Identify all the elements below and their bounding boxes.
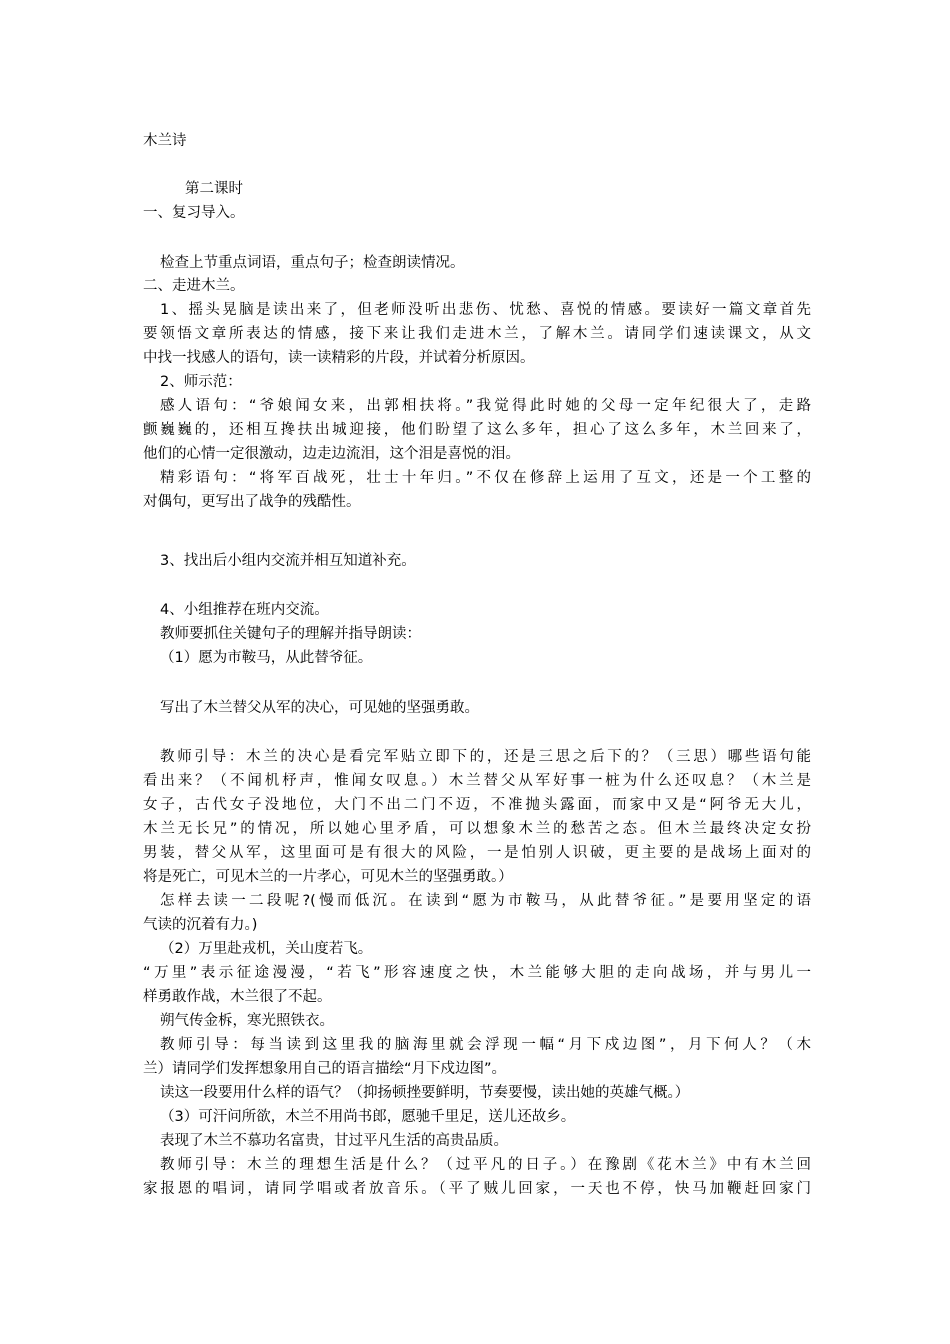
section-heading: 二、走进木兰。 <box>143 278 245 294</box>
paragraph-line: 4、小组推荐在班内交流。 <box>160 602 329 618</box>
paragraph-line: 3、找出后小组内交流并相互知道补充。 <box>160 553 416 569</box>
paragraph-line: 怎样去读一二段呢?(慢而低沉。在读到“愿为市鞍马，从此替爷征。”是要用坚定的语 <box>160 893 811 909</box>
paragraph-line: 表现了木兰不慕功名富贵，甘过平凡生活的高贵品质。 <box>160 1133 508 1149</box>
paragraph-line: 教师引导：木兰的理想生活是什么？（过平凡的日子。）在豫剧《花木兰》中有木兰回 <box>160 1157 811 1173</box>
paragraph-line: 精彩语句：“将军百战死，壮士十年归。”不仅在修辞上运用了互文，还是一个工整的 <box>160 470 811 486</box>
paragraph-line: “万里”表示征途漫漫，“若飞”形容速度之快，木兰能够大胆的走向战场，并与男儿一 <box>143 965 811 981</box>
paragraph-line: 兰）请同学们发挥想象用自己的语言描绘“月下戍边图”。 <box>143 1061 507 1077</box>
paragraph-line: 气读的沉着有力。) <box>143 917 258 933</box>
document-title: 木兰诗 <box>143 133 187 149</box>
paragraph-line: 检查上节重点词语，重点句子；检查朗读情况。 <box>160 255 465 271</box>
paragraph-line: 2、师示范： <box>160 374 242 390</box>
paragraph-line: 要领悟文章所表达的情感，接下来让我们走进木兰，了解木兰。请同学们速读课文，从文 <box>143 326 811 342</box>
paragraph-line: 他们的心情一定很激动，边走边流泪，这个泪是喜悦的泪。 <box>143 446 520 462</box>
paragraph-line: （3）可汗问所欲，木兰不用尚书郎，愿驰千里足，送儿还故乡。 <box>160 1109 576 1125</box>
section-heading: 一、复习导入。 <box>143 205 245 221</box>
paragraph-line: 教师要抓住关键句子的理解并指导朗读： <box>160 626 421 642</box>
lesson-heading: 第二课时 <box>185 181 243 197</box>
paragraph-line: 写出了木兰替父从军的决心，可见她的坚强勇敢。 <box>160 700 479 716</box>
paragraph-line: 朔气传金柝，寒光照铁衣。 <box>160 1013 334 1029</box>
paragraph-line: 木兰无长兄”的情况，所以她心里矛盾，可以想象木兰的愁苦之态。但木兰最终决定女扮 <box>143 821 811 837</box>
paragraph-line: 对偶句，更写出了战争的残酷性。 <box>143 494 361 510</box>
paragraph-line: 颤巍巍的，还相互搀扶出城迎接，他们盼望了这么多年，担心了这么多年，木兰回来了， <box>143 422 811 438</box>
paragraph-line: 教师引导：木兰的决心是看完军贴立即下的，还是三思之后下的？（三思）哪些语句能 <box>160 749 811 765</box>
paragraph-line: 家报恩的唱词，请同学唱或者放音乐。（平了贼儿回家，一天也不停，快马加鞭赶回家门 <box>143 1181 811 1197</box>
paragraph-line: 中找一找感人的语句，读一读精彩的片段，并试着分析原因。 <box>143 350 535 366</box>
paragraph-line: 男装，替父从军，这里面可是有很大的风险，一是怕别人识破，更主要的是战场上面对的 <box>143 845 811 861</box>
paragraph-line: 将是死亡，可见木兰的一片孝心，可见木兰的坚强勇敢。） <box>143 869 513 885</box>
paragraph-line: 女子，古代女子没地位，大门不出二门不迈，不准抛头露面，而家中又是“阿爷无大儿， <box>143 797 811 813</box>
paragraph-line: 感人语句：“爷娘闻女来，出郭相扶将。”我觉得此时她的父母一定年纪很大了，走路 <box>160 398 811 414</box>
paragraph-line: 看出来？（不闻机杼声，惟闻女叹息。）木兰替父从军好事一桩为什么还叹息？（木兰是 <box>143 773 811 789</box>
paragraph-line: 读这一段要用什么样的语气？（抑扬顿挫要鲜明，节奏要慢，读出她的英雄气概。） <box>160 1085 690 1101</box>
paragraph-line: 1、摇头晃脑是读出来了，但老师没听出悲伤、忧愁、喜悦的情感。要读好一篇文章首先 <box>160 302 811 318</box>
paragraph-line: 教师引导：每当读到这里我的脑海里就会浮现一幅“月下戍边图”，月下何人？（木 <box>160 1037 811 1053</box>
paragraph-line: （2）万里赴戎机，关山度若飞。 <box>160 941 373 957</box>
paragraph-line: 样勇敢作战，木兰很了不起。 <box>143 989 332 1005</box>
paragraph-line: （1）愿为市鞍马，从此替爷征。 <box>160 650 373 666</box>
